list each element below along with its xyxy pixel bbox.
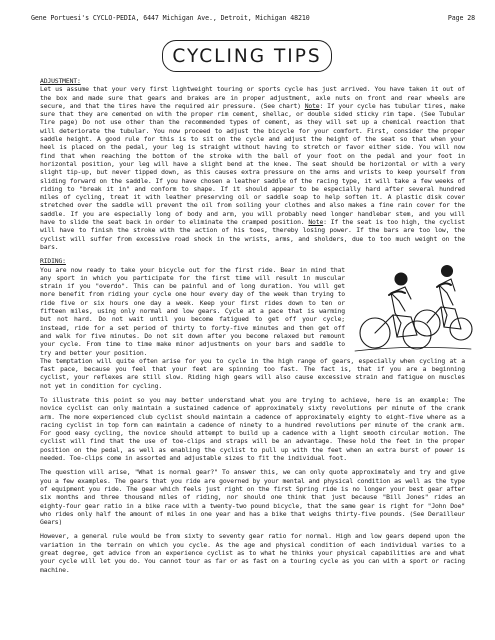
riding-text-beside: You are now ready to take your bicycle out for the first ride. Bear in mind that any sport in which you participate for the first time will result in muscular strain if you "overdo". This can be painful and of long duration. You will get more benefit from riding your cycle one hour every day of the week than trying to ride five or six hours one day a week. Keep your first rides down to ten or fifteen miles, using only normal and low gears. Cycle at a pace that is warming but not hard. Do not wait until you become fatigued to get off your cycle; instead, ride for a set period of thirty to forty-five minutes and then get off and walk for five minutes. Do not sit down after you become relaxed but remount your cycle. From time to time make minor adjustments on your bars and saddle to try and better your position.: [40, 265, 345, 357]
article-body: [40, 77, 465, 580]
title-box: [162, 40, 332, 72]
page-header: [31, 14, 475, 26]
cadence-paragraph: To illustrate this point so you may better understand what you are trying to achieve, here is an example: The novice cyclist can only maintain a sustained cadence of approximately sixty revolutions per minute of the crank arm. The more experienced club cyclist should maintain a cadence of approximately eighty to eight-five where as a racing cyclist in top form can maintain a cadence of ninety to a hundred revolutions per minute of the crank arm. For good easy cycling, the novice should attempt to build up a cadence with a light smooth circular motion. The cyclist will find that the use of toe-clips and straps will be an advantage. These hold the feet in the proper position on the pedal, as well as enabling the cyclist to pull up with the feet when an extra burst of power is needed. Toe-clips come in assorted and adjustable sizes to fit the individual foot.: [40, 395, 465, 463]
gear-paragraph: The question will arise, "What is normal gear?" To answer this, we can only quote approximately and try and give you a few examples. The gears that you ride are governed by your mental and physical condition as well as the type of equipment you ride. The gear which feels just right on the first Spring ride is no longer your best gear after six months and three thousand miles of riding, nor should one think that just because "Bill Jones" rides an eighty-four gear ratio in a bike race with a twenty-two pound bicycle, that the same gear is right for "John Doe" who rides only half the amount of miles in one year and has a bike that weighs thirty-five pounds. (See Derailleur Gears): [40, 468, 465, 527]
adjustment-text-3: : If the seat is too high, the cyclist will have to finish the stroke with the action of his toes, thereby losing power. If the bars are too low, the cyclist will suffer from excessive road shock in the wrists, arms, and sholders, due to too much weight on the bars.: [40, 218, 465, 251]
adjustment-note-2: Note: [308, 218, 324, 227]
page-title: CYCLING TIPS: [172, 45, 322, 67]
adjustment-section: [40, 77, 465, 251]
cyclists-illustration-icon: [345, 259, 473, 357]
riding-text-after: The temptation will quite often arise for you to cycle in the high range of gears, especially when cycling at a fast pace, because you feel that your feet are spinning too fast. The fact is, that if you are a beginning cyclist, your reflexes are still slow. Riding high gears will also cause excessive strain and fatigue on muscles not yet in condition for cycling.: [40, 356, 465, 390]
adjustment-heading: ADJUSTMENT:: [40, 77, 81, 85]
adjustment-text-2: : If your cycle has tubular tires, make sure that they are cemented on with the proper rim cement, shellac, or double sided sticky rim tape. (See Tubular Tire page) Do not use other than the recommended types of cement, as they will set up a chemical reaction that will deteriorate the tubular. You now proceed to adjust the bicycle for your comfort. First, consider the proper saddle height. A good rule for this is to sit on the cycle and adjust the height of the seat so that when your heel is placed on the pedal, your leg is straight without having to stretch or favor either side. You will now find that when reaching the bottom of the stroke with the ball of your foot on the pedal and your foot in horizontal position, your leg will have a slight bend at the knee. The seat should be horizontal or with a very slight tip-up, but never tipped down, as this causes extra pressure on the arms and wrists to keep yourself from sliding forward on the saddle. If you have chosen a leather saddle of the racing type, it will take a few weeks of riding to "break it in" and conform to shape. If it should appear to be especially hard after several hundred miles of cycling, treat it with leather preserving oil or saddle soap to help soften it. A plastic disk cover stretched over the saddle will prevent the oil from soiling your clothes and also makes a fine rain cover for the saddle. If you are especially long of body and arm, you will probably need longer handlebar stem, and you will have to slide the seat back in order to eliminate the cramped position.: [40, 101, 465, 227]
riding-section: [40, 257, 465, 357]
adjustment-note-1: Note: [304, 101, 320, 110]
header-source: Gene Portuesi's CYCLO-PEDIA, 6447 Michigan Ave., Detroit, Michigan 48210: [31, 14, 310, 22]
riding-heading: RIDING:: [40, 257, 66, 266]
adjustment-text-1: Let us assume that your very first lightweight touring or sports cycle has just arrived. You have taken it out of the box and made sure that gears and brakes are in proper adjustment, axle nuts on front and rear wheels are secure, and that the tires have the required air pressure. (See chart): [40, 85, 465, 110]
page-number: Page 28: [447, 14, 475, 22]
final-paragraph: However, a general rule would be from sixty to seventy gear ratio for normal. High and low gears depend upon the variation in the terrain on which you cycle. As the age and physical condition of each individual varies to a great degree, get advice from an experience cyclist as to what he thinks your physical capabilities are and what your cycle will let you do. You cannot tour as far or as fast on a touring cycle as you can with a sport or racing machine.: [40, 532, 465, 574]
